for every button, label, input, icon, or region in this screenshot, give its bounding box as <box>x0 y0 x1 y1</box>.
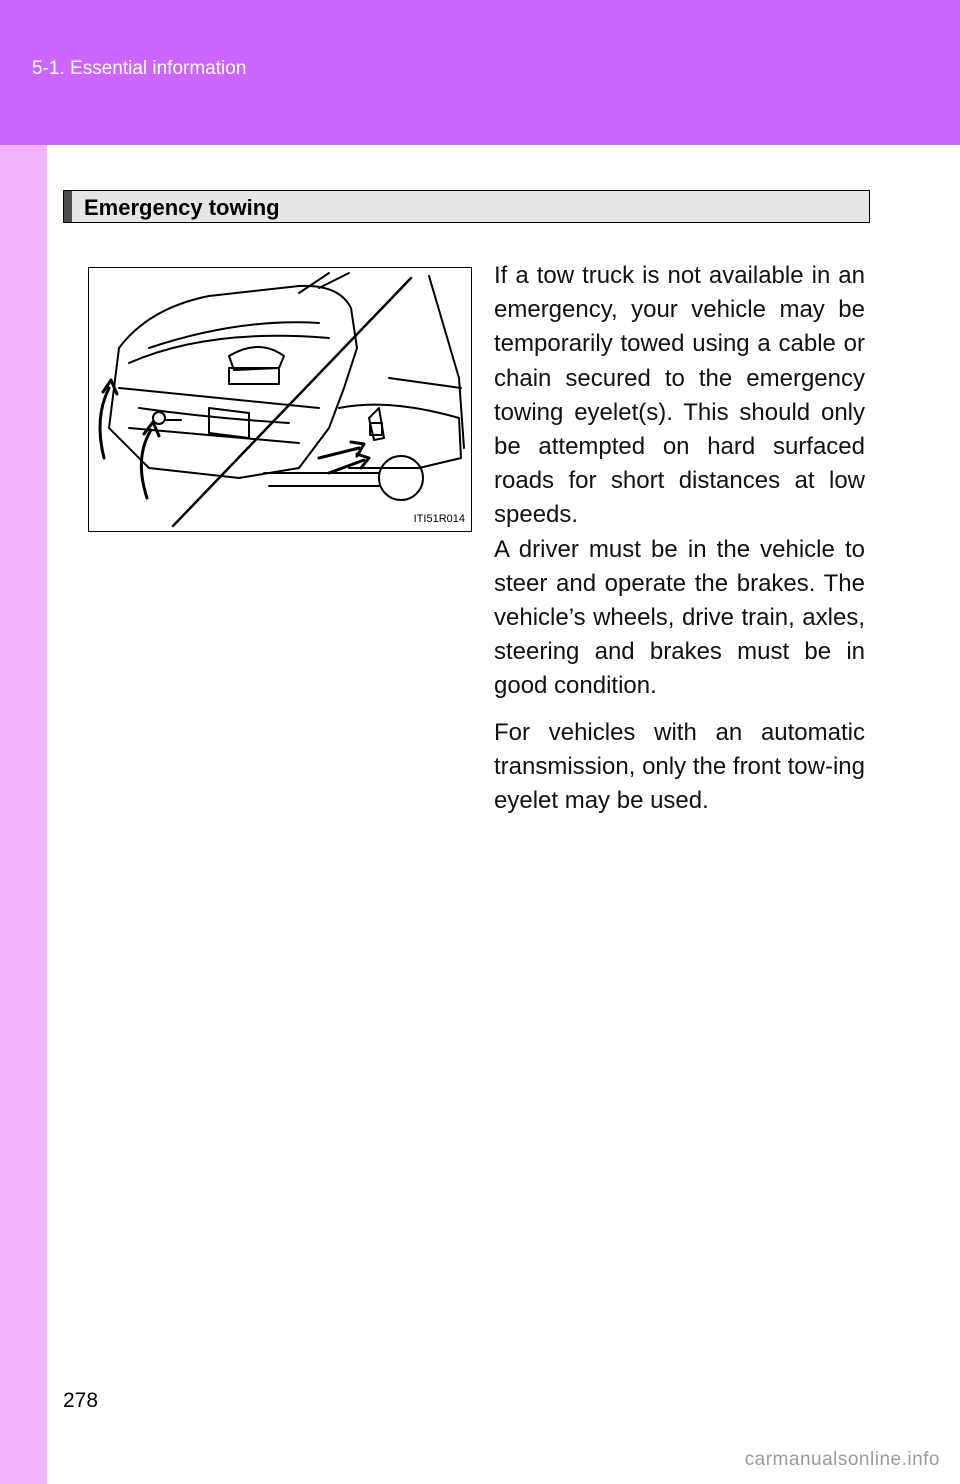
heading-title: Emergency towing <box>84 195 280 220</box>
watermark: carmanualsonline.info <box>744 1449 940 1470</box>
paragraph-3: For vehicles with an automatic transmission, only the front tow-ing eyelet may be used. <box>494 718 865 815</box>
side-band <box>0 145 47 1484</box>
towing-illustration <box>88 267 472 532</box>
page-number: 278 <box>63 1389 99 1412</box>
heading-marker <box>64 191 72 222</box>
figure-code: ITI51R014 <box>413 513 465 525</box>
body-text <box>494 259 865 818</box>
section-heading <box>63 190 870 223</box>
paragraph-1: If a tow truck is not available in an emergency, your vehicle may be temporarily towed using a cable or chain secured to the emergency towing eyelet(s). This should only be attempted on hard surfaced roads for short distances at low speeds. <box>494 262 865 529</box>
paragraph-2: A driver must be in the vehicle to steer and operate the brakes. The vehicle’s wheels, drive train, axles, steering and brakes must be in good condition. <box>494 535 865 700</box>
car-towing-eyelet-icon <box>89 268 472 532</box>
section-label: 5-1. Essential information <box>32 58 247 79</box>
